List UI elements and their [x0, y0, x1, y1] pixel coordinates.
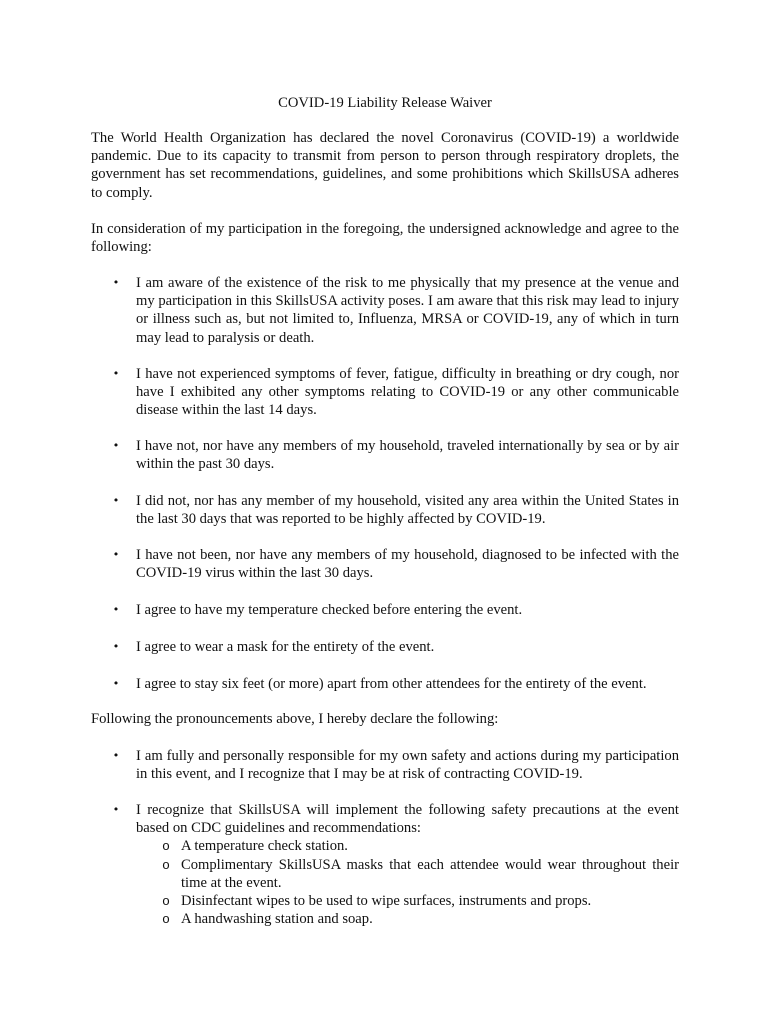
list-item [91, 274, 679, 347]
bullet-icon: • [112, 603, 120, 616]
list-item [91, 365, 679, 420]
bullet-icon: • [112, 276, 120, 289]
precaution-text: A temperature check station. [181, 838, 348, 855]
list-item [136, 892, 679, 910]
circle-bullet-icon: o [162, 893, 170, 909]
acknowledgement-text: I have not been, nor have any members of my household, diagnosed to be infected with the COVID-19 virus within the last 30 days. [136, 547, 679, 582]
list-item [91, 492, 679, 528]
bullet-icon: • [112, 494, 120, 507]
list-item [136, 837, 679, 855]
acknowledgement-text: I did not, nor has any member of my household, visited any area within the United States in the last 30 days that was reported to be highly affected by COVID-19. [136, 493, 679, 528]
acknowledgement-text: I am aware of the existence of the risk to me physically that my presence at the venue and my participation in this SkillsUSA activity poses. I am aware that this risk may lead to injury or illness such as, but not limited to, Influenza, MRSA or COVID-19, any of which in turn may lead to paralysis or death. [136, 275, 679, 346]
declaration-intro: Following the pronouncements above, I hereby declare the following: [91, 711, 499, 727]
bullet-icon: • [112, 677, 120, 690]
bullet-icon: • [112, 439, 120, 452]
document-title: COVID-19 Liability Release Waiver [278, 95, 492, 111]
precaution-text: Complimentary SkillsUSA masks that each attendee would wear throughout their time at the event. [181, 856, 679, 891]
list-item [136, 856, 679, 892]
acknowledgement-text: I have not, nor have any members of my household, traveled internationally by sea or by air within the past 30 days. [136, 438, 679, 473]
bullet-icon: • [112, 367, 120, 380]
intro-paragraph: The World Health Organization has declared the novel Coronavirus (COVID-19) a worldwide pandemic. Due to its capacity to transmit from person to person through respiratory droplets, the government has set recommendations, guidelines, and some prohibitions which SkillsUSA adheres to comply. [91, 130, 679, 201]
acknowledgement-text: I agree to have my temperature checked before entering the event. [136, 602, 523, 618]
bullet-icon: • [112, 803, 120, 816]
precaution-text: A handwashing station and soap. [181, 911, 373, 928]
bullet-icon: • [112, 548, 120, 561]
bullet-icon: • [112, 640, 120, 653]
consideration-paragraph: In consideration of my participation in the foregoing, the undersigned acknowledge and agree to the following: [91, 221, 679, 256]
list-item [91, 638, 679, 656]
precaution-list [136, 837, 679, 928]
circle-bullet-icon: o [162, 838, 170, 854]
precaution-text: Disinfectant wipes to be used to wipe surfaces, instruments and props. [181, 893, 592, 910]
list-item [91, 437, 679, 473]
acknowledgement-text: I agree to wear a mask for the entirety of the event. [136, 639, 435, 655]
list-item [91, 601, 679, 619]
circle-bullet-icon: o [162, 911, 170, 927]
acknowledgement-text: I have not experienced symptoms of fever, fatigue, difficulty in breathing or dry cough, nor have I exhibited any other symptoms relating to COVID-19 or any other communicable disease within the last 14 days. [136, 366, 679, 419]
declaration-text: I recognize that SkillsUSA will implement the following safety precautions at the event based on CDC guidelines and recommendations: [136, 802, 679, 837]
circle-bullet-icon: o [162, 856, 170, 872]
list-item [136, 910, 679, 928]
bullet-icon: • [112, 749, 120, 762]
list-item [91, 675, 679, 693]
list-item [91, 801, 679, 928]
acknowledgement-text: I agree to stay six feet (or more) apart from other attendees for the entirety of the event. [136, 676, 647, 692]
declaration-text: I am fully and personally responsible for my own safety and actions during my participation in this event, and I recognize that I may be at risk of contracting COVID-19. [136, 748, 679, 783]
list-item [91, 747, 679, 783]
list-item [91, 546, 679, 582]
